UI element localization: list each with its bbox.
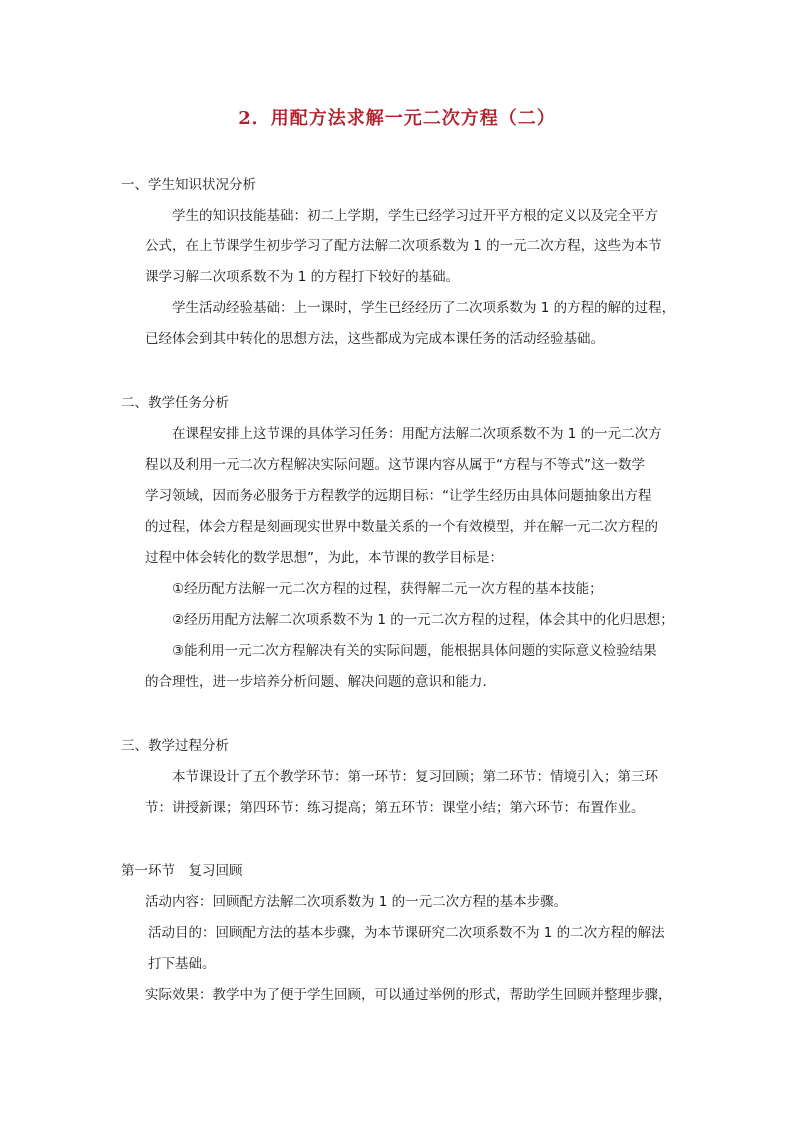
paragraph-line: 课学习解二次项系数不为 1 的方程打下较好的基础。 [145, 269, 460, 285]
stage-heading: 第一环节 复习回顾 [121, 863, 243, 879]
activity-content: 活动内容：回顾配方法解二次项系数为 1 的一元二次方程的基本步骤。 [145, 894, 568, 910]
activity-purpose: 打下基础。 [148, 956, 216, 972]
goal-item: ②经历用配方法解二次项系数不为 1 的一元二次方程的过程，体会其中的化归思想； [172, 612, 674, 628]
paragraph-line: 学生的知识技能基础：初二上学期，学生已经学习过开平方根的定义以及完全平方 [172, 208, 658, 224]
activity-effect: 实际效果：教学中为了便于学生回顾，可以通过举例的形式，帮助学生回顾并整理步骤， [145, 987, 672, 1003]
paragraph-line: 节：讲授新课；第四环节：练习提高；第五环节：课堂小结；第六环节：布置作业。 [145, 800, 645, 816]
goal-item: ①经历配方法解一元二次方程的过程，获得解二元一次方程的基本技能； [172, 581, 603, 597]
page-title: 2．用配方法求解一元二次方程（二） [238, 108, 556, 129]
goal-item: ③能利用一元二次方程解决有关的实际问题，能根据具体问题的实际意义检验结果 [172, 643, 657, 659]
paragraph-line: 程以及利用一元二次方程解决实际问题。这节课内容从属于“方程与不等式”这一数学 [145, 457, 645, 473]
paragraph-line: 过程中体会转化的数学思想”，为此，本节课的教学目标是： [145, 550, 503, 566]
section-heading-task-analysis: 二、教学任务分析 [121, 395, 229, 411]
paragraph-line: 的过程，体会方程是刻画现实世界中数量关系的一个有效模型，并在解一元二次方程的 [145, 519, 658, 535]
paragraph-line: 学习领域，因而务必服务于方程教学的远期目标：“让学生经历由具体问题抽象出方程 [145, 488, 652, 504]
paragraph-line: 的合理性，进一步培养分析问题、解决问题的意识和能力. [145, 674, 487, 690]
paragraph-line: 公式，在上节课学生初步学习了配方法解二次项系数为 1 的一元二次方程，这些为本节 [145, 238, 662, 254]
paragraph-line: 本节课设计了五个教学环节：第一环节：复习回顾；第二环节：情境引入；第三环 [172, 769, 658, 785]
paragraph-line: 已经体会到其中转化的思想方法，这些都成为完成本课任务的活动经验基础。 [145, 331, 604, 347]
paragraph-line: 学生活动经验基础：上一课时，学生已经经历了二次项系数为 1 的方程的解的过程， [172, 300, 676, 316]
section-heading-process-analysis: 三、教学过程分析 [121, 738, 229, 754]
section-heading-student-analysis: 一、学生知识状况分析 [121, 177, 256, 193]
paragraph-line: 在课程安排上这节课的具体学习任务：用配方法解二次项系数不为 1 的一元二次方 [172, 426, 662, 442]
activity-purpose: 活动目的：回顾配方法的基本步骤，为本节课研究二次项系数不为 1 的二次方程的解法 [148, 925, 665, 941]
